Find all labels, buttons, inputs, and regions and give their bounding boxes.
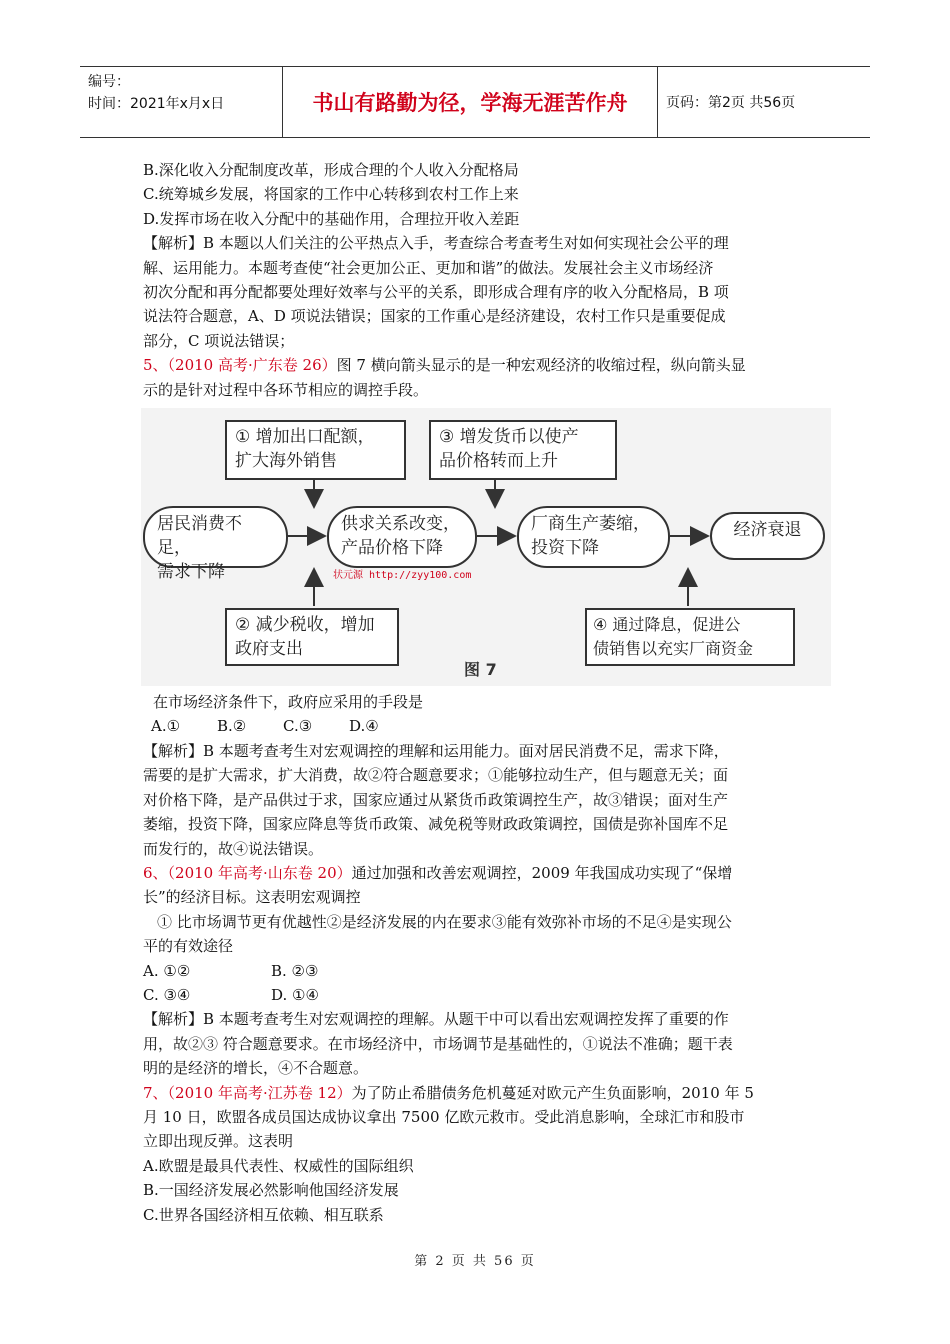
q5-option-d: D.④ bbox=[349, 717, 379, 736]
q5-stem bbox=[143, 353, 815, 377]
figure-caption: 图 7 bbox=[464, 660, 497, 680]
header-meta bbox=[80, 67, 283, 137]
q5-options bbox=[143, 714, 815, 738]
stage-oval-1-line1: 居民消费不足， bbox=[157, 514, 242, 559]
q7-option-c: C.世界各国经济相互依赖、相互联系 bbox=[143, 1205, 384, 1224]
q5-option-b: B.② bbox=[217, 717, 247, 736]
q5-stem-line1: 图 7 横向箭头显示的是一种宏观经济的收缩过程，纵向箭头显 bbox=[336, 356, 746, 375]
measure-box-1 bbox=[225, 420, 406, 480]
measure-box-2 bbox=[225, 608, 399, 666]
q6-items-line2: 平的有效途径 bbox=[143, 937, 234, 956]
q7-source: （2010 年高考·江苏卷 12） bbox=[167, 1083, 352, 1102]
stage-oval-2-line2: 产品价格下降 bbox=[341, 538, 443, 559]
stage-oval-2 bbox=[327, 506, 477, 568]
q5-analysis-line: 需要的是扩大需求，扩大消费，故②符合题意要求；①能够拉动生产，但与题意无关；面 bbox=[143, 766, 729, 785]
q6-items-line1: ① 比市场调节更有优越性②是经济发展的内在要求③能有效弥补市场的不足④是实现公 bbox=[157, 912, 732, 931]
figure-7 bbox=[141, 408, 831, 686]
q4-analysis-line: 初次分配和再分配都要处理好效率与公平的关系，即形成合理有序的收入分配格局，B 项 bbox=[143, 283, 729, 302]
q6-option-c: C. ③④ bbox=[143, 985, 191, 1004]
measure-box-2-line2: 政府支出 bbox=[235, 639, 303, 660]
measure-box-3-line1: ③ 增发货币以使产 bbox=[439, 427, 579, 448]
q5-source: （2010 高考·广东卷 26） bbox=[167, 356, 337, 375]
q6-analysis-line: 用，故②③ 符合题意要求。在市场经济中，市场调节是基础性的，①说法不准确；题干表 bbox=[143, 1034, 733, 1053]
q4-analysis-line: 部分，C 项说法错误； bbox=[143, 331, 295, 350]
header-motto: 书山有路勤为径，学海无涯苦作舟 bbox=[283, 67, 658, 137]
q4-analysis-line: 说法符合题意，A、D 项说法错误；国家的工作重心是经济建设，农村工作只是重要促成 bbox=[143, 307, 726, 326]
q6-source: （2010 年高考·山东卷 20） bbox=[167, 863, 352, 882]
q6-analysis-line: 【解析】B 本题考查考生对宏观调控的理解。从题干中可以看出宏观调控发挥了重要的作 bbox=[143, 1010, 729, 1029]
document-body bbox=[143, 158, 815, 1227]
number-label: 编号： bbox=[88, 74, 130, 90]
q6-options-row2 bbox=[143, 983, 815, 1007]
q7-option-a: A.欧盟是最具代表性、权威性的国际组织 bbox=[143, 1156, 414, 1175]
measure-box-3-line2: 品价格转而上升 bbox=[439, 451, 558, 472]
q6-stem bbox=[143, 861, 815, 885]
figure-watermark: 状元源 http://zyy100.com bbox=[333, 570, 472, 582]
q4-option-b: B.深化收入分配制度改革，形成合理的个人收入分配格局 bbox=[143, 161, 519, 179]
header-page-label: 页码：第2页 共56页 bbox=[666, 95, 796, 111]
q6-option-a: A. ①② bbox=[143, 961, 191, 980]
stage-oval-3-line1: 厂商生产萎缩， bbox=[531, 514, 650, 535]
measure-box-4-line2: 债销售以充实厂商资金 bbox=[593, 639, 754, 659]
q5-number: 5、 bbox=[143, 356, 168, 375]
q7-option-b: B.一国经济发展必然影响他国经济发展 bbox=[143, 1181, 399, 1200]
q6-option-d: D. ①④ bbox=[271, 985, 319, 1004]
stage-oval-1-line2: 需求下降 bbox=[157, 562, 225, 583]
stage-oval-2-line1: 供求关系改变， bbox=[341, 514, 460, 535]
stage-oval-3-line2: 投资下降 bbox=[531, 538, 599, 559]
stage-oval-4-label: 经济衰退 bbox=[733, 520, 802, 541]
measure-box-2-line1: ② 减少税收，增加 bbox=[235, 615, 375, 636]
q6-option-b: B. ②③ bbox=[271, 961, 319, 980]
page-footer: 第 2 页 共 56 页 bbox=[414, 1254, 536, 1269]
q7-stem bbox=[143, 1081, 815, 1105]
stage-oval-3 bbox=[517, 506, 670, 568]
q6-analysis-line: 明的是经济的增长，④不合题意。 bbox=[143, 1059, 369, 1078]
page-header bbox=[80, 66, 870, 138]
q5-stem-line2: 示的是针对过程中各环节相应的调控手段。 bbox=[143, 380, 429, 399]
q7-stem-line1: 为了防止希腊债务危机蔓延对欧元产生负面影响，2010 年 5 bbox=[351, 1083, 754, 1102]
q5-question: 在市场经济条件下，政府应采用的手段是 bbox=[153, 693, 424, 712]
q5-option-c: C.③ bbox=[283, 717, 313, 736]
q4-analysis-line: 【解析】B 本题以人们关注的公平热点入手，考查综合考查考生对如何实现社会公平的理 bbox=[143, 234, 729, 253]
q4-analysis-line: 解、运用能力。本题考查使“社会更加公正、更加和谐”的做法。发展社会主义市场经济 bbox=[143, 258, 714, 277]
q7-stem-line3: 立即出现反弹。这表明 bbox=[143, 1132, 294, 1151]
q4-option-c: C.统筹城乡发展，将国家的工作中心转移到农村工作上来 bbox=[143, 185, 519, 204]
stage-oval-4 bbox=[710, 512, 825, 560]
measure-box-1-line2: 扩大海外销售 bbox=[235, 451, 337, 472]
q6-stem-line1: 通过加强和改善宏观调控，2009 年我国成功实现了“保增 bbox=[351, 863, 733, 882]
q5-analysis-line: 萎缩，投资下降，国家应降息等货币政策、减免税等财政政策调控，国债是弥补国库不足 bbox=[143, 815, 729, 834]
q6-stem-line2: 长”的经济目标。这表明宏观调控 bbox=[143, 888, 361, 907]
measure-box-1-line1: ① 增加出口配额， bbox=[235, 427, 375, 448]
stage-oval-1 bbox=[143, 506, 288, 583]
measure-box-3 bbox=[429, 420, 617, 480]
measure-box-4-line1: ④ 通过降息，促进公 bbox=[593, 615, 741, 635]
q5-analysis-line: 【解析】B 本题考查考生对宏观调控的理解和运用能力。面对居民消费不足，需求下降， bbox=[143, 741, 729, 760]
q5-analysis-line: 对价格下降，是产品供过于求，国家应通过从紧货币政策调控生产，故③错误；面对生产 bbox=[143, 790, 729, 809]
q5-option-a: A.① bbox=[151, 717, 181, 736]
q7-stem-line2: 月 10 日，欧盟各成员国达成协议拿出 7500 亿欧元救市。受此消息影响，全球汇市和股市 bbox=[143, 1107, 745, 1126]
q5-analysis-line: 而发行的，故④说法错误。 bbox=[143, 839, 324, 858]
measure-box-4 bbox=[585, 608, 795, 666]
q6-number: 6、 bbox=[143, 863, 168, 882]
q4-option-d: D.发挥市场在收入分配中的基础作用，合理拉开收入差距 bbox=[143, 209, 520, 228]
date-label: 时间：2021年x月x日 bbox=[88, 96, 225, 112]
q7-number: 7、 bbox=[143, 1083, 168, 1102]
q6-options-row1 bbox=[143, 959, 815, 983]
